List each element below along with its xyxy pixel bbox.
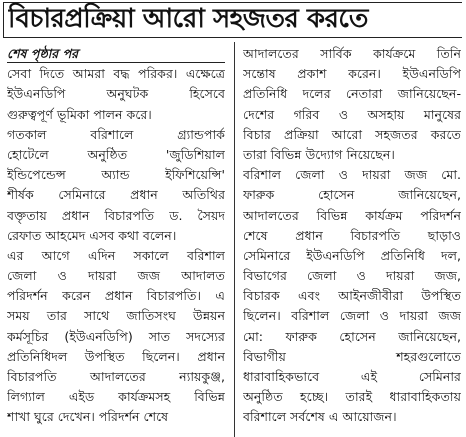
text-line: সেমিনারে ইউএনডিপি প্রতিনিধি দল, (243, 247, 461, 263)
headline: বিচারপ্রক্রিয়া আরো সহজতর করতে (8, 4, 368, 34)
right-column (243, 44, 461, 437)
text-line: মো: ফারুক হোসেন জানিয়েছেন, (243, 328, 461, 344)
text-line: বরিশালে সর্বশেষ এ আয়োজন। (243, 409, 397, 425)
text-line: শাখা ঘুরে দেখেন। পরিদর্শন শেষে (7, 409, 169, 425)
text-line: আদালতের সার্বিক কার্যক্রমে তিনি (243, 46, 461, 61)
text-line: পরিদর্শন করেন প্রধান বিচারপতি। এ (7, 288, 225, 304)
text-line: দেশের গরিব ও অসহায় মানুষের (243, 106, 461, 122)
text-line: এর আগে এদিন সকালে বরিশাল (7, 247, 225, 263)
text-line: আদালতের বিভিন্ন কার্যক্রম পরিদর্শন (243, 207, 461, 223)
text-line: ছিলেন। বরিশাল জেলা ও দায়রা জজ (243, 308, 461, 324)
text-line: বক্তৃতায় প্রধান বিচারপতি ড. সৈয়দ (7, 207, 225, 223)
continued-label: শেষ পৃষ্ঠার পর (7, 46, 79, 61)
text-line: কর্মসূচির (ইউএনডিপি) সাত সদস্যের (7, 328, 225, 344)
text-line: বিচারক এবং আইনজীবীরা উপস্থিত (243, 288, 461, 304)
text-line: বিচার প্রক্রিয়া আরো সহজতর করতে (243, 126, 461, 142)
text-line: সন্তোষ প্রকাশ করেন। ইউএনডিপি (243, 66, 461, 82)
text-line: ইন্ডিপেন্ডেন্স অ্যান্ড ইফিশিয়েন্সি' (7, 167, 225, 183)
text-line: অনুষ্ঠিত হচ্ছে। তারই ধারাবাহিকতায় (243, 389, 461, 405)
text-line: শেষে প্রধান বিচারপতি ছাড়াও (243, 227, 461, 243)
text-line: লিগ্যাল এইড কার্যক্রমসহ বিভিন্ন (7, 389, 225, 405)
text-line: হোটেলে অনুষ্ঠিত 'জুডিশিয়াল (7, 146, 225, 162)
column-divider (234, 42, 235, 437)
text-line: তারা বিভিন্ন উদ্যোগ নিয়েছেন। (243, 146, 395, 162)
continued-rule (7, 62, 225, 63)
text-line: প্রতিনিধিদল উপস্থিত ছিলেন। প্রধান (7, 348, 225, 364)
text-line: ইউএনডিপি অনুঘটক হিসেবে (7, 86, 225, 102)
text-line: বিভাগের জেলা ও দায়রা জজ, (243, 268, 461, 284)
text-line: জেলা ও দায়রা জজ আদালত (7, 268, 225, 284)
text-line: প্রতিনিধি দলের নেতারা জানিয়েছেন- (243, 86, 461, 102)
text-line: সেবা দিতে আমরা বদ্ধ পরিকর। এক্ষেত্রে (7, 66, 225, 82)
text-line: ফারুক হোসেন জানিয়েছেন, (243, 187, 461, 203)
text-line: বরিশাল জেলা ও দায়রা জজ মো. (243, 167, 461, 183)
text-line: গুরুত্বপূর্ণ ভূমিকা পালন করে। (7, 106, 152, 122)
text-line: সময় তার সাথে জাতিসংঘ উন্নয়ন (7, 308, 225, 324)
text-line: বিভাগীয় শহরগুলোতে (243, 348, 461, 364)
text-line: ধারাবাহিকভাবে এই সেমিনার (243, 369, 461, 384)
left-column (7, 44, 225, 437)
text-line: বিচারপতি আদালতের ন্যায়কুঞ্জ, (7, 369, 225, 384)
text-line: শীর্ষক সেমিনারে প্রধান অতিথির (7, 187, 225, 203)
text-line: গতকাল বরিশালে গ্র্যান্ডপার্ক (7, 126, 225, 142)
text-line: রেফাত আহমেদ এসব কথা বলেন। (7, 227, 177, 243)
